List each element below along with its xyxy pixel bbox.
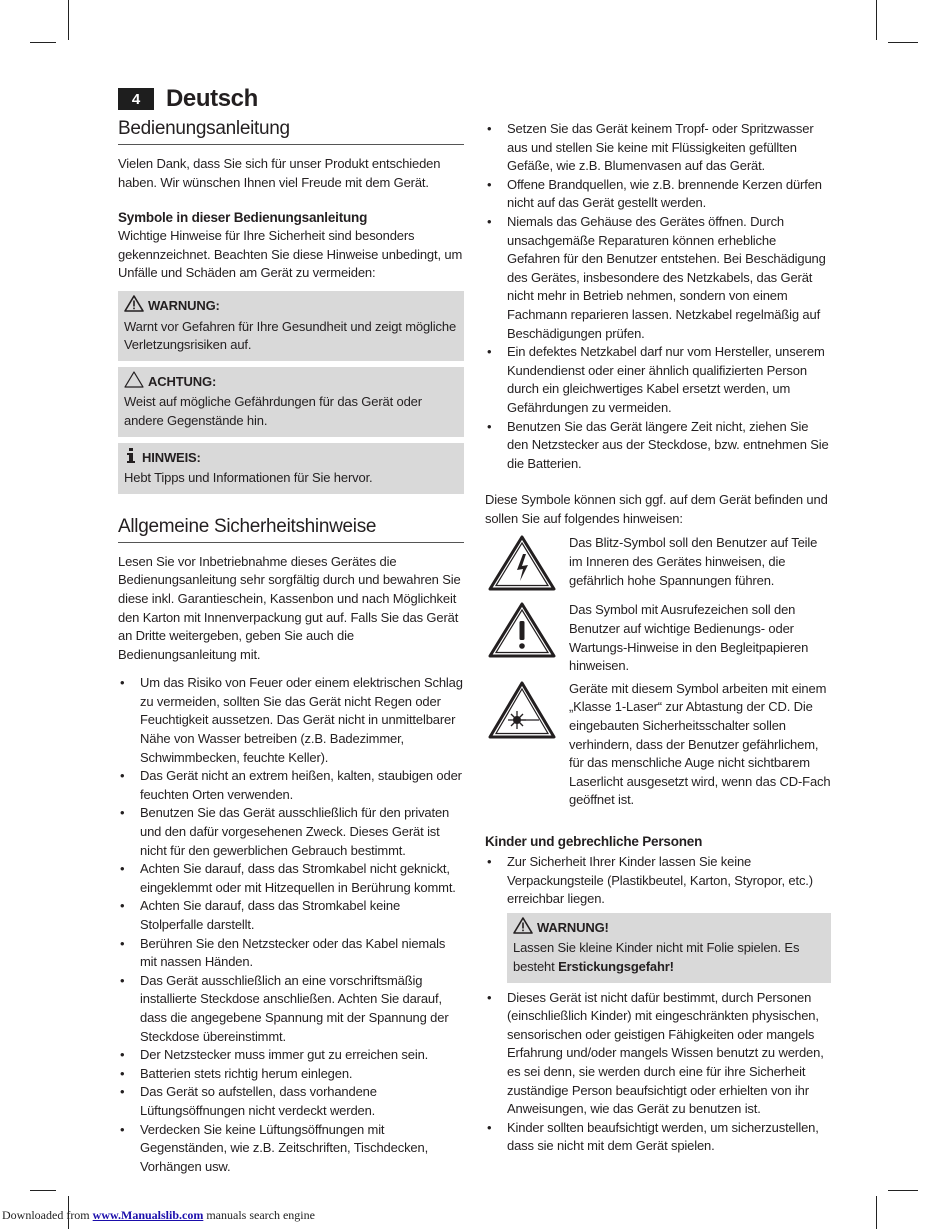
crop-mark bbox=[876, 0, 877, 40]
hinweis-title: HINWEIS: bbox=[142, 449, 201, 465]
kids-warnung-text: Lassen Sie kleine Kinder nicht mit Folie spielen. Es besteht bbox=[513, 940, 800, 974]
laser-warning-icon bbox=[487, 680, 557, 745]
intro-text: Vielen Dank, dass Sie sich für unser Produkt entschieden haben. Wir wünschen Ihnen viel Freude mit dem Gerät. bbox=[118, 156, 441, 190]
manualslib-link[interactable]: www.Manualslib.com bbox=[92, 1208, 204, 1222]
section-title-sicherheitshinweise: Allgemeine Sicherheitshinweise bbox=[118, 516, 464, 543]
symbol-lightning-row bbox=[485, 534, 831, 597]
list-item: • Niemals das Gehäuse des Gerätes öffnen. Durch unsachgemäße Reparaturen können erhebliche Gefahren für den Benutzer entstehen. Bei Beschädigung des Gerätes, insbesondere des Netzkabels, das Gerät nicht mehr in Betrieb nehmen, sondern von einem Fachmann reparieren lassen. Netzkabel regelmäßig auf Beschädigungen prüfen. bbox=[485, 213, 831, 343]
lightning-warning-icon bbox=[487, 534, 557, 597]
footer-prefix: Downloaded from bbox=[2, 1208, 90, 1222]
safety-intro: Lesen Sie vor Inbetriebnahme dieses Gerätes die Bedienungsanleitung sehr sorgfältig durch und bewahren Sie diese inkl. Garantieschein, Kassenbon und nach Möglichkeit den Karton mit Innenverpackung gut auf. Falls Sie das Gerät an Dritte weitergeben, geben Sie auch die Bedienungsanleitung mit. bbox=[118, 553, 461, 662]
warning-triangle-icon bbox=[513, 917, 533, 940]
achtung-text: Weist auf mögliche Gefährdungen für das Gerät oder andere Gegenstände hin. bbox=[124, 394, 422, 428]
list-item: • Kinder sollten beaufsichtigt werden, um sicherzustellen, dass sie nicht mit dem Gerät spielen. bbox=[485, 1119, 831, 1156]
info-icon bbox=[124, 447, 138, 470]
page-header bbox=[118, 85, 258, 113]
crop-mark bbox=[68, 0, 69, 40]
page-language: Deutsch bbox=[166, 85, 258, 112]
kids-warnung-box bbox=[507, 913, 831, 983]
list-item: • Um das Risiko von Feuer oder einem elektrischen Schlag zu vermeiden, sollten Sie das Gerät nicht Regen oder Feuchtigkeit aussetzen. Das Gerät nicht in unmittelbarer Nähe von Wasser betreiben (z.B. Badezimmer, Schwimmbecken, feuchte Keller). bbox=[118, 674, 464, 767]
symbol-laser-row bbox=[485, 680, 831, 810]
list-item: • Batterien stets richtig herum einlegen. bbox=[118, 1065, 464, 1084]
safety-list bbox=[118, 674, 464, 1176]
footer-suffix: manuals search engine bbox=[206, 1208, 315, 1222]
caution-triangle-icon bbox=[124, 371, 144, 394]
left-column bbox=[118, 118, 464, 1176]
list-item: • Benutzen Sie das Gerät längere Zeit nicht, ziehen Sie den Netzstecker aus der Steckdose, bzw. entnehmen Sie die Batterien. bbox=[485, 418, 831, 474]
list-item: • Berühren Sie den Netzstecker oder das Kabel niemals mit nassen Händen. bbox=[118, 935, 464, 972]
kids-list bbox=[485, 853, 831, 909]
exclamation-warning-icon bbox=[487, 601, 557, 664]
list-item: • Das Gerät so aufstellen, dass vorhandene Lüftungsöffnungen nicht verdeckt werden. bbox=[118, 1083, 464, 1120]
list-item: • Zur Sicherheit Ihrer Kinder lassen Sie keine Verpackungsteile (Plastikbeutel, Karton, Styropor, etc.) erreichbar liegen. bbox=[485, 853, 831, 909]
kids-heading: Kinder und gebrechliche Personen bbox=[485, 834, 703, 849]
list-item: • Ein defektes Netzkabel darf nur vom Hersteller, unserem Kundendienst oder einer ähnlich qualifizierten Person durch ein gleichwertiges Kabel ersetzt werden, um Gefährdungen zu vermeiden. bbox=[485, 343, 831, 417]
list-item: • Das Gerät ausschließlich an eine vorschriftsmäßig installierte Steckdose anschließen. Achten Sie darauf, dass die angegebene Spannung mit der Spannung der Steckdose übereinstimmt. bbox=[118, 972, 464, 1046]
achtung-box bbox=[118, 367, 464, 437]
warnung-box bbox=[118, 291, 464, 361]
kids-warnung-bold: Erstickungsgefahr! bbox=[558, 958, 674, 974]
page-number: 4 bbox=[118, 88, 154, 110]
crop-mark bbox=[876, 1196, 877, 1229]
symbol-exclaim-row bbox=[485, 601, 831, 675]
crop-mark bbox=[888, 42, 918, 43]
warnung-text: Warnt vor Gefahren für Ihre Gesundheit und zeigt mögliche Verletzungsrisiken auf. bbox=[124, 318, 457, 353]
crop-mark bbox=[30, 1190, 56, 1191]
crop-mark bbox=[30, 42, 56, 43]
hinweis-text: Hebt Tipps und Informationen für Sie hervor. bbox=[124, 470, 373, 486]
warning-triangle-icon bbox=[124, 295, 144, 318]
right-column bbox=[485, 120, 831, 1156]
symbols-text: Wichtige Hinweise für Ihre Sicherheit sind besonders gekennzeichnet. Beachten Sie diese Hinweise unbedingt, um Unfälle und Schäden am Gerät zu vermeiden: bbox=[118, 228, 463, 281]
lightning-text: Das Blitz-Symbol soll den Benutzer auf Teile im Inneren des Gerätes hinweisen, die gefährlich hohe Spannungen führen. bbox=[569, 535, 818, 588]
achtung-title: ACHTUNG: bbox=[148, 373, 217, 389]
list-item: • Achten Sie darauf, dass das Stromkabel keine Stolperfalle darstellt. bbox=[118, 897, 464, 934]
list-item: • Der Netzstecker muss immer gut zu erreichen sein. bbox=[118, 1046, 464, 1065]
safety-list-continued bbox=[485, 120, 831, 473]
section-title-bedienungsanleitung: Bedienungsanleitung bbox=[118, 118, 464, 145]
laser-text: Geräte mit diesem Symbol arbeiten mit einem „Klasse 1-Laser“ zur Abtastung der CD. Die eingebauten Sicherheitsschalter sollen verhindern, dass der Benutzer gefährlichem, für das menschliche Auge nicht sichtbarem Laserlicht ausgesetzt wird, wenn das CD-Fach geöffnet ist. bbox=[569, 680, 831, 808]
exclaim-text: Das Symbol mit Ausrufezeichen soll den Benutzer auf wichtige Bedienungs- oder Wartungs-Hinweise in den Begleitpapieren hinweisen. bbox=[569, 602, 809, 674]
warnung-title: WARNUNG: bbox=[148, 297, 220, 313]
download-footer bbox=[2, 1208, 315, 1223]
list-item: • Verdecken Sie keine Lüftungsöffnungen mit Gegenständen, wie z.B. Zeitschriften, Tischdecken, Vorhängen usw. bbox=[118, 1121, 464, 1177]
crop-mark bbox=[888, 1190, 918, 1191]
list-item: • Achten Sie darauf, dass das Stromkabel nicht geknickt, eingeklemmt oder mit Hitzequellen in Berührung kommt. bbox=[118, 860, 464, 897]
symbols-heading: Symbole in dieser Bedienungsanleitung bbox=[118, 210, 368, 226]
list-item: • Setzen Sie das Gerät keinem Tropf- oder Spritzwasser aus und stellen Sie keine mit Flüssigkeiten gefüllten Gefäße, wie z.B. Blumenvasen auf das Gerät. bbox=[485, 120, 831, 176]
kids-list-continued bbox=[485, 989, 831, 1156]
hinweis-box bbox=[118, 443, 464, 494]
list-item: • Das Gerät nicht an extrem heißen, kalten, staubigen oder feuchten Orten verwenden. bbox=[118, 767, 464, 804]
list-item: • Offene Brandquellen, wie z.B. brennende Kerzen dürfen nicht auf das Gerät gestellt werden. bbox=[485, 176, 831, 213]
symbols-intro: Diese Symbole können sich ggf. auf dem Gerät befinden und sollen Sie auf folgendes hinweisen: bbox=[485, 492, 828, 526]
kids-warnung-title: WARNUNG! bbox=[537, 919, 609, 935]
list-item: • Benutzen Sie das Gerät ausschließlich für den privaten und den dafür vorgesehenen Zweck. Dieses Gerät ist nicht für den gewerblichen Gebrauch bestimmt. bbox=[118, 804, 464, 860]
list-item: • Dieses Gerät ist nicht dafür bestimmt, durch Personen (einschließlich Kinder) mit eingeschränkten physischen, sensorischen oder geistigen Fähigkeiten oder mangels Erfahrung und/oder mangels Wissen benutzt zu werden, es sei denn, sie werden durch eine für ihre Sicherheit zuständige Person beaufsichtigt oder erhielten von ihr Anweisungen, wie das Gerät zu benutzen ist. bbox=[485, 989, 831, 1119]
